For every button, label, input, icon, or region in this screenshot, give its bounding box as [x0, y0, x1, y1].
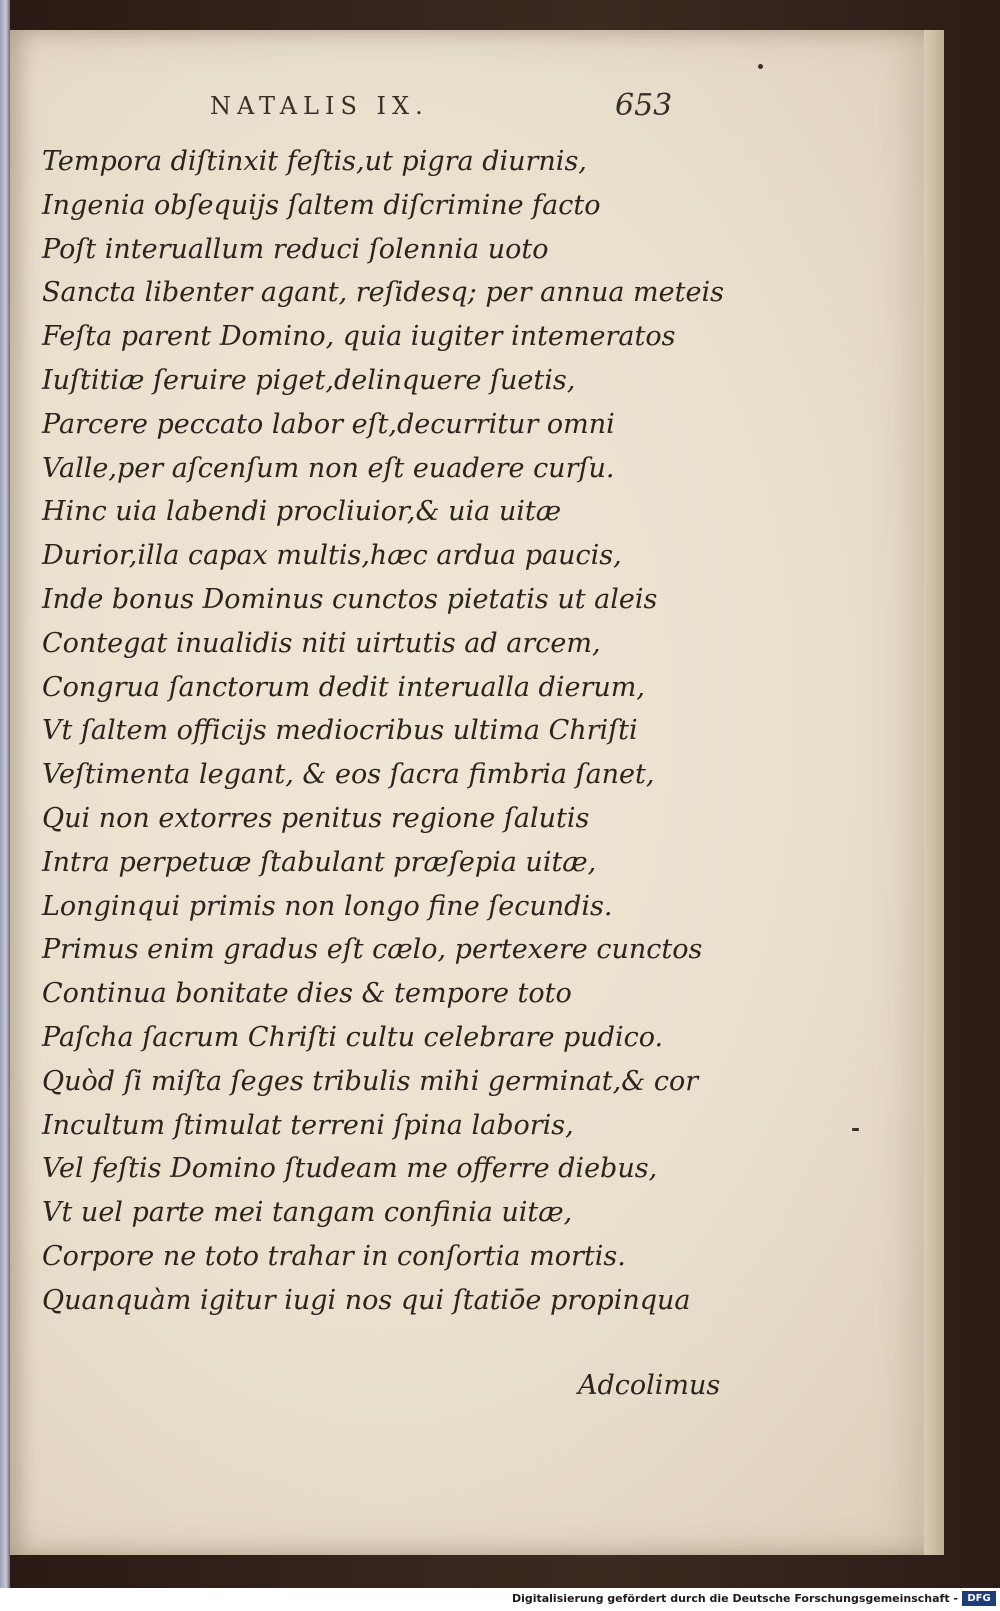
verse-line: Primus enim gradus eſt cælo, pertexere cunctos [42, 934, 703, 966]
verse-line: Poſt interuallum reduci ſolennia uoto [42, 233, 549, 265]
verse-line: Contegat inualidis niti uirtutis ad arcem, [42, 627, 601, 659]
verse-line: Quanquàm igitur iugi nos qui ſtatiōe propinqua [42, 1284, 691, 1316]
verse-line: Hinc uia labendi procliuior,& uia uitæ [42, 496, 562, 528]
page-fore-edge [924, 30, 944, 1555]
dfg-logo: DFG [962, 1591, 996, 1606]
book-edge [0, 0, 10, 1588]
funding-credit: Digitalisierung gefördert durch die Deutsche Forschungsgemeinschaft - [511, 1592, 958, 1605]
ink-speck [758, 64, 763, 69]
verse-line: Paſcha ſacrum Chriſti cultu celebrare pudico. [42, 1021, 664, 1053]
verse-line: Vel feſtis Domino ſtudeam me offerre diebus, [42, 1153, 658, 1185]
verse-line: Qui non extorres penitus regione ſalutis [42, 802, 590, 834]
verse-line: Intra perpetuæ ſtabulant præſepia uitæ, [42, 846, 597, 878]
verse-line: Continua bonitate dies & tempore toto [42, 978, 572, 1010]
verse-line: Corpore ne toto trahar in conſortia mortis. [42, 1240, 626, 1272]
verse-line: Quòd ſi miſta ſeges tribulis mihi germinat,& cor [42, 1065, 699, 1097]
verse-line: Feſta parent Domino, quia iugiter intemeratos [42, 321, 676, 353]
verse-line: Sancta libenter agant, reſidesq; per annua meteis [42, 277, 724, 309]
ink-speck [852, 1128, 859, 1131]
verse-line: Inde bonus Dominus cunctos pietatis ut aleis [42, 583, 658, 615]
verse-line: Vt uel parte mei tangam confinia uitæ, [42, 1197, 573, 1229]
verse-line: Ingenia obſequijs ſaltem diſcrimine facto [42, 189, 601, 221]
running-head: NATALIS IX. [210, 92, 429, 120]
verse-line: Iuſtitiæ ſeruire piget,delinquere ſuetis, [42, 364, 576, 396]
verse-line: Tempora diſtinxit feſtis,ut pigra diurnis, [42, 146, 587, 177]
verse-line: Valle,per aſcenſum non eſt euadere curſu. [42, 452, 615, 484]
verse-line: Durior,illa capax multis,hæc ardua paucis, [42, 540, 622, 572]
page-number: 653 [615, 88, 673, 123]
verse-line: Parcere peccato labor eſt,decurritur omni [42, 408, 615, 440]
verse-line: Veſtimenta legant, & eos ſacra fimbria ſanet, [42, 759, 655, 791]
verse-line: Congrua ſanctorum dedit interualla dierum, [42, 671, 645, 703]
verse-line: Longinqui primis non longo fine ſecundis. [42, 890, 613, 922]
digitization-footer [0, 1588, 1000, 1611]
verse-line: Incultum ſtimulat terreni ſpina laboris, [42, 1109, 574, 1141]
catchword: Adcolimus [578, 1370, 721, 1401]
verse-text [42, 140, 742, 1323]
verse-line: Vt ſaltem officijs mediocribus ultima Chriſti [42, 715, 638, 747]
